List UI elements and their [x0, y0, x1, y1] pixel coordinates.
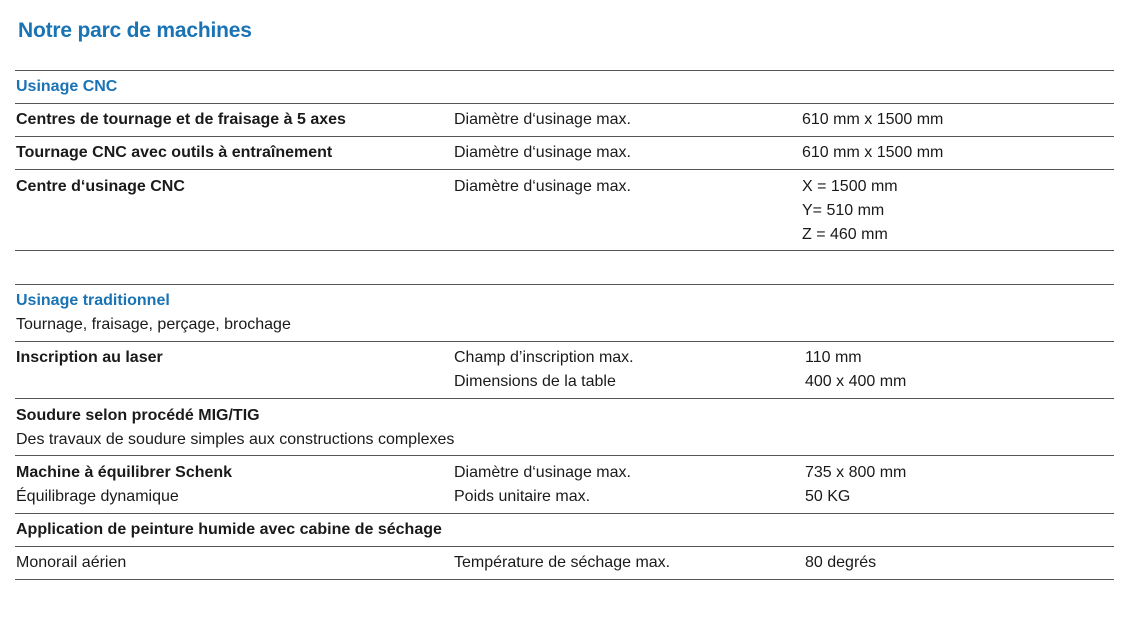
divider	[15, 250, 1114, 251]
machine-value: 735 x 800 mm	[805, 464, 907, 481]
divider	[15, 103, 1114, 104]
machine-subtitle: Monorail aérien	[16, 554, 127, 571]
machine-value: Z = 460 mm	[802, 226, 888, 243]
machine-param: Diamètre d‘usinage max.	[454, 144, 631, 161]
machine-param: Température de séchage max.	[454, 554, 671, 571]
section-heading-traditional: Usinage traditionnel	[16, 292, 170, 309]
machine-param: Dimensions de la table	[454, 373, 616, 390]
machine-name: Machine à équilibrer Schenk	[16, 464, 233, 481]
machine-value: 110 mm	[805, 349, 862, 366]
section-heading-cnc: Usinage CNC	[16, 78, 118, 95]
machine-name: Soudure selon procédé MIG/TIG	[16, 407, 260, 424]
machine-value: 80 degrés	[805, 554, 877, 571]
machine-value: X = 1500 mm	[802, 178, 898, 195]
divider	[15, 455, 1114, 456]
machine-name: Centre d‘usinage CNC	[16, 178, 185, 195]
divider	[15, 513, 1114, 514]
machine-subtitle: Équilibrage dynamique	[16, 488, 179, 505]
machine-param: Champ d’inscription max.	[454, 349, 634, 366]
machine-value: Y= 510 mm	[802, 202, 885, 219]
machine-param: Diamètre d‘usinage max.	[454, 178, 631, 195]
divider	[15, 341, 1114, 342]
machine-value: 400 x 400 mm	[805, 373, 907, 390]
divider	[15, 579, 1114, 580]
machine-name: Inscription au laser	[16, 349, 163, 366]
divider	[15, 70, 1114, 71]
machine-value: 610 mm x 1500 mm	[802, 144, 944, 161]
machine-param: Poids unitaire max.	[454, 488, 591, 505]
divider	[15, 284, 1114, 285]
divider	[15, 169, 1114, 170]
divider	[15, 398, 1114, 399]
machine-description: Des travaux de soudure simples aux constructions complexes	[16, 431, 455, 448]
machine-param: Diamètre d‘usinage max.	[454, 464, 631, 481]
machine-name: Application de peinture humide avec cabine de séchage	[16, 521, 442, 538]
divider	[15, 546, 1114, 547]
machine-param: Diamètre d‘usinage max.	[454, 111, 631, 128]
machine-value: 610 mm x 1500 mm	[802, 111, 944, 128]
page-title: Notre parc de machines	[18, 19, 252, 42]
machine-name: Centres de tournage et de fraisage à 5 axes	[16, 111, 346, 128]
machine-name: Tournage CNC avec outils à entraînement	[16, 144, 333, 161]
section-subtitle: Tournage, fraisage, perçage, brochage	[16, 316, 291, 333]
machine-value: 50 KG	[805, 488, 851, 505]
divider	[15, 136, 1114, 137]
